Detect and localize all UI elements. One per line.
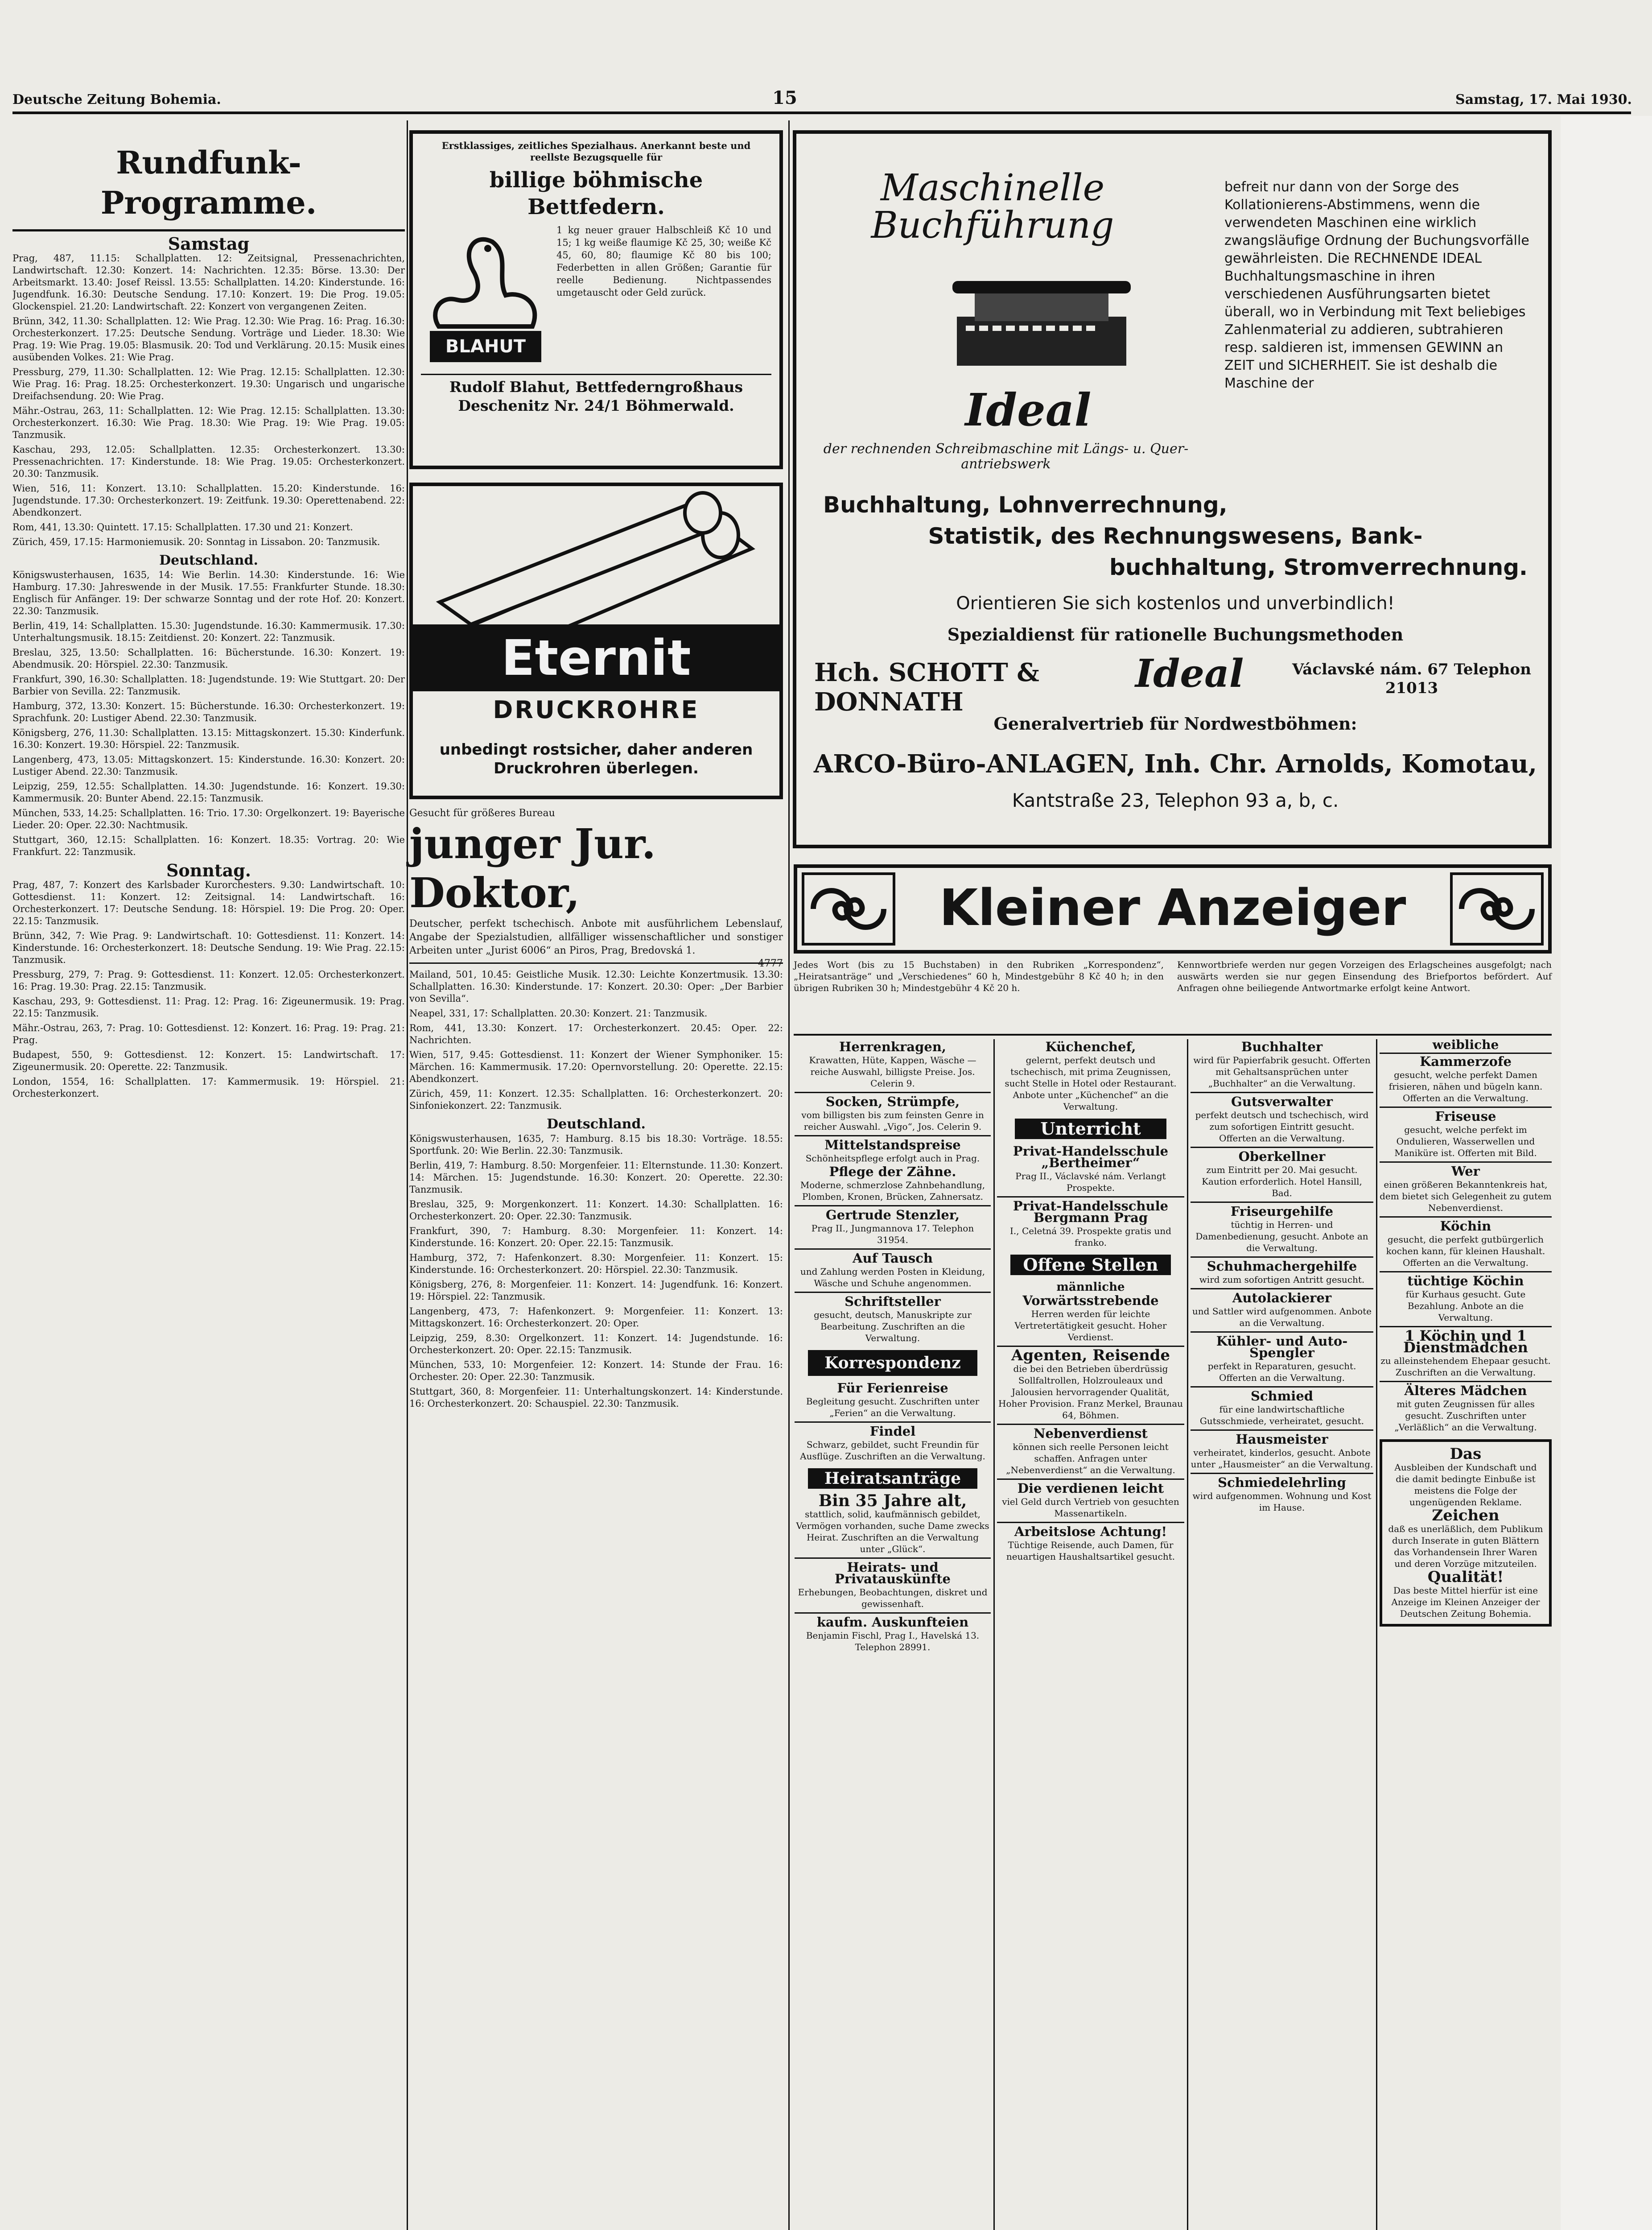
column-rule [1187,1039,1188,2230]
ad-body: gesucht, welche perfekt Damen frisieren, nähen und bügeln kann. Offerten an die Verwaltung. [1388,1070,1543,1103]
program-paragraph: Neapel, 331, 17: Schallplatten. 20.30: Konzert. 21: Tanzmusik. [409,1008,708,1019]
machine-vertrieb: Generalvertrieb für Nordwestböhmen: [993,714,1357,734]
program-paragraph: Königsberg, 276, 8: Morgenfeier. 11: Konzert. 14: Jugendfunk. 16: Konzert. 19: Hörspiel. 22: Tanzmusik. [409,1279,783,1302]
saturday-heading: Samstag [168,234,250,254]
ad-eternit [409,483,783,799]
ad-title: Für Ferienreise [837,1380,948,1396]
ad-title: Autolackierer [1232,1290,1332,1305]
ad-title: tüchtige Köchin [1407,1273,1524,1288]
kleiner-col-2 [997,1039,1184,2230]
program-paragraph: Kaschau, 293, 9: Gottesdienst. 11: Prag. 12: Prag. 16: Zigeunermusik. 19: Prag. 22.15: Tanzmusik. [12,996,405,1019]
ad-title: kaufm. Auskunfteien [816,1615,969,1630]
program-paragraph: Berlin, 419, 7: Hamburg. 8.50: Morgenfeier. 11: Elternstunde. 11.30: Konzert. 14: Märchen. 15: Jugendstunde. 16.30: Konzert. 20: Operette. 22.30: Tanzmusik. [409,1160,783,1195]
ad-body: wird für Papierfabrik gesucht. Offerten mit Gehaltsansprüchen unter „Buchhalter“ an die Verwaltung. [1193,1055,1371,1089]
program-paragraph: Langenberg, 473, 7: Hafenkonzert. 9: Morgenfeier. 11: Konzert. 13: Mittagskonzert. 16: Orchesterkonzert. 20: Oper. [409,1306,783,1329]
ad-body: und Zahlung werden Posten in Kleidung, Wäsche und Schuhe angenommen. [800,1266,985,1288]
machine-arco: ARCO-Büro-ANLAGEN, Inh. Chr. Arnolds, Komotau, [813,749,1537,779]
program-paragraph: Budapest, 550, 9: Gottesdienst. 12: Konzert. 15: Landwirtschaft. 17: Zigeunermusik. 20: Operette. 22: Tanzmusik. [12,1049,405,1072]
machine-spezial: Spezialdienst für rationelle Buchungsmethoden [947,624,1404,644]
das-box [1380,1439,1552,1627]
kleiner-rates: Jedes Wort (bis zu 15 Buchstaben) in den Rubriken „Korrespondenz“, „Heiratsanträge“ und „Verschiedenes“ 60 h, Mindestgebühr 8 Kč 40 h; in den übrigen Rubriken 30 h; Mindestgebühr 4 Kč 20 h. [794,959,1164,993]
ad-bettfedern-top: Erstklassiges, zeitliches Spezialhaus. Anerkannt beste und reellste Bezugsquelle für [441,140,751,163]
ad-body: Prag II., Václavské nám. Verlangt Prospekte. [1015,1171,1166,1193]
eternit-product: DRUCKROHRE [493,696,700,724]
ad-title: Nebenverdienst [1034,1426,1148,1441]
eternit-tagline: unbedingt rostsicher, daher anderen Druckrohren überlegen. [439,741,753,777]
program-paragraph: Stuttgart, 360, 8: Morgenfeier. 11: Unterhaltungskonzert. 14: Kinderstunde. 16: Orchesterkonzert. 20: Schauspiel. 22.30: Tanzmusik. [409,1386,783,1409]
ad-title: Kühler- und Auto-Spengler [1216,1334,1348,1360]
column-rule [993,1039,995,2230]
ad-title: Schmiedelehrling [1218,1475,1346,1490]
program-paragraph: Königsberg, 276, 11.30: Schallplatten. 13.15: Mittagskonzert. 15.30: Kinderfunk. 16.30: Konzert. 19.30: Hörspiel. 22: Tanzmusik. [12,727,405,750]
ad-body: für Kurhaus gesucht. Gute Bezahlung. Anbote an die Verwaltung. [1405,1289,1526,1323]
ad-bettfedern [409,130,783,469]
machine-firm: Hch. SCHOTT & DONNATH [814,658,1039,717]
ad-title: Pflege der Zähne. [829,1164,956,1179]
ad-title: Auf Tausch [853,1251,933,1266]
column-rule [788,120,790,2230]
program-paragraph: Stuttgart, 360, 12.15: Schallplatten. 16: Konzert. 18.35: Vortrag. 20: Wie Frankfurt. 22: Tanzmusik. [12,834,405,857]
program-paragraph: Hamburg, 372, 13.30: Konzert. 15: Bücherstunde. 16.30: Orchesterkonzert. 19: Sprachfunk. 20: Lustiger Abend. 22.30: Tanzmusik. [12,701,405,723]
program-paragraph: Rom, 441, 13.30: Konzert. 17: Orchesterkonzert. 20.45: Oper. 22: Nachrichten. [409,1023,783,1045]
ad-body: Schwarz, gebildet, sucht Freundin für Ausflüge. Zuschriften an die Verwaltung. [800,1439,985,1462]
ad-job-kicker: Gesucht für größeres Bureau [409,808,555,819]
machine-right-text: befreit nur dann von der Sorge des Kollationierens-Abstimmens, wenn die verwendeten Maschinen eine wirklich zwangsläufige Ordnung der Buchungsvorfälle gewährleisten. Die RECHNENDE IDEAL Buchhaltungsmaschine in ihren verschiedenen Ausführungsarten bietet überall, wo in Verbindung mit Text beliebiges Zahlenmaterial zu addieren, subtrahieren resp. saldieren ist, immensen GEWINN an ZEIT und SICHERHEIT. Sie ist deshalb die Maschine der [1224,179,1529,391]
program-paragraph: Wien, 517, 9.45: Gottesdienst. 11: Konzert der Wiener Symphoniker. 15: Märchen. 16: Kammermusik. 17.20: Opernvorstellung. 20: Operette. 22.15: Abendkonzert. [409,1049,783,1084]
spiral-ornament-icon [804,875,893,943]
machine-line2: Statistik, des Rechnungswesens, Bank- [928,523,1423,549]
ad-title: Mittelstandspreise [824,1137,961,1152]
program-paragraph: Zürich, 459, 11: Konzert. 12.35: Schallplatten. 16: Orchesterkonzert. 20: Sinfoniekonzert. 22: Tanzmusik. [409,1088,783,1111]
machine-line1: Buchhaltung, Lohnverrechnung, [823,492,1228,518]
ad-title: Bin 35 Jahre alt, [818,1491,967,1510]
scan-margin [1561,116,1652,2230]
ad-body: tüchtig in Herren- und Damenbedienung, gesucht. Anbote an die Verwaltung. [1195,1219,1368,1253]
kleiner-rates-2: Kennwortbriefe werden nur gegen Vorzeigen des Erlagscheines ausgefolgt; nach auswärts werden sie nur gegen Einsendung des Briefportos befördert. Auf Anfragen ohne beiliegende Antwortmarke erfolgt keine Antwort. [1177,959,1552,993]
ad-body: gesucht, die perfekt gutbürgerlich kochen kann, für kleinen Haushalt. Offerten an die Verwaltung. [1386,1234,1545,1268]
ad-body: Begleitung gesucht. Zuschriften unter „Ferien“ an die Verwaltung. [806,1396,980,1418]
ad-body: zum Eintritt per 20. Mai gesucht. Kaution erforderlich. Hotel Hansill, Bad. [1202,1165,1362,1198]
korrespondenz-heading: Korrespondenz [808,1350,977,1376]
ad-body: die bei den Betrieben überdrüssig Sollfaltrollen, Holzrouleaux und Jalousien hervorragender Qualität, Hoher Provision. Franz Merkel, Braunau 64, Böhmen. [998,1363,1183,1421]
ad-bettfedern-footer: Rudolf Blahut, Bettfederngroßhaus Deschenitz Nr. 24/1 Böhmerwald. [449,378,743,414]
ad-body: zu alleinstehendem Ehepaar gesucht. Zuschriften an die Verwaltung. [1380,1355,1551,1378]
ad-body: Prag II., Jungmannova 17. Telephon 31954. [811,1223,974,1245]
ornament-right [1450,872,1544,946]
machine-kant: Kantstraße 23, Telephon 93 a, b, c. [1012,789,1339,811]
ad-machine [793,130,1552,848]
machine-script-title: Maschinelle Buchführung [871,167,1114,247]
program-paragraph: Kaschau, 293, 12.05: Schallplatten. 12.35: Orchesterkonzert. 13.30: Pressenachrichten. 17: Kinderstunde. 18: Wie Prag. 19.05: Orchesterkonzert. 20.30: Tanzmusik. [12,444,405,479]
kleiner-col-4 [1380,1039,1552,2230]
ad-title: Hausmeister [1236,1432,1328,1447]
ad-title: Schuhmachergehilfe [1207,1259,1357,1274]
program-paragraph: Königswusterhausen, 1635, 7: Hamburg. 8.15 bis 18.30: Vorträge. 18.55: Sportfunk. 20: Wie Berlin. 22.30: Tanzmusik. [409,1133,783,1156]
maennlich-subheading: männliche [1056,1280,1125,1294]
program-paragraph: Pressburg, 279, 7: Prag. 9: Gottesdienst. 11: Konzert. 12.05: Orchesterkonzert. 16: Prag. 19.30: Prag. 22.15: Tanzmusik. [12,969,405,992]
ad-body: können sich reelle Personen leicht schaffen. Anfragen unter „Nebenverdienst“ an die Verwaltung. [1006,1441,1175,1475]
program-paragraph: Rom, 441, 13.30: Quintett. 17.15: Schallplatten. 17.30 und 21: Konzert. [12,522,353,533]
ad-title: Heirats- und Privatauskünfte [835,1560,951,1586]
ad-bettfedern-title: billige böhmische Bettfedern. [489,168,703,219]
ideal-logo-2: Ideal [1135,651,1244,696]
page-number: 15 [772,87,797,108]
program-paragraph: Wien, 516, 11: Konzert. 13.10: Schallplatten. 15.20: Kinderstunde. 16: Jugendstunde. 17.30: Orchesterkonzert. 19: Zeitfunk. 19.30: Operettenabend. 22: Abendkonzert. [12,483,405,518]
program-paragraph: Zürich, 459, 17.15: Harmoniemusik. 20: Sonntag in Lissabon. 20: Tanzmusik. [12,537,380,547]
ad-body: Benjamin Fischl, Prag I., Havelská 13. Telephon 28991. [806,1630,980,1652]
das-title-3: Qualität! [1427,1568,1504,1586]
ad-body: Schönheitspflege erfolgt auch in Prag. [805,1153,980,1164]
das-title: Das [1450,1445,1482,1463]
ad-body: gelernt, perfekt deutsch und tschechisch, mit prima Zeugnissen, sucht Stelle in Hotel oder Restaurant. Anbote unter „Küchenchef“ an die Verwaltung. [1005,1055,1177,1112]
ad-title: Die verdienen leicht [1017,1481,1164,1496]
kleiner-col-3 [1191,1039,1373,2230]
program-middle [409,969,783,2230]
blahut-logo-text: BLAHUT [445,336,526,357]
program-paragraph: Hamburg, 372, 7: Hafenkonzert. 8.30: Morgenfeier. 11: Konzert. 15: Kinderstunde. 16: Orchesterkonzert. 20: Hörspiel. 22.30: Tanzmusik. [409,1252,783,1275]
kleiner-title: Kleiner Anzeiger [939,879,1406,937]
das-body: Ausbleiben der Kundschaft und die damit bedingte Einbuße ist meistens die Folge der ungenügenden Reklame. [1394,1462,1537,1507]
heirat-heading: Heiratsanträge [808,1468,977,1489]
program-paragraph: München, 533, 14.25: Schallplatten. 16: Trio. 17.30: Orgelkonzert. 19: Bayerische Lieder. 20: Oper. 22.30: Nachtmusik. [12,808,405,830]
header-rule [12,112,1631,114]
ad-body: Moderne, schmerzlose Zahnbehandlung, Plomben, Kronen, Brücken, Zahnersatz. [800,1180,985,1202]
ad-body: verheiratet, kinderlos, gesucht. Anbote unter „Hausmeister“ an die Verwaltung. [1191,1447,1373,1470]
program-paragraph: Leipzig, 259, 8.30: Orgelkonzert. 11: Konzert. 14: Jugendstunde. 16: Orchesterkonzert. 20: Oper. 22.15: Tanzmusik. [409,1333,783,1355]
offene-stellen-heading: Offene Stellen [1010,1255,1171,1275]
sunday-heading: Sonntag. [166,860,251,880]
weibliche-subheading: weibliche [1380,1039,1552,1054]
masthead-right: Samstag, 17. Mai 1930. [1455,92,1632,107]
germany-heading-2: Deutschland. [547,1116,646,1132]
section-rule [409,962,783,964]
machine-line3: buchhaltung, Stromverrechnung. [1109,554,1528,580]
machine-illustration [948,263,1135,379]
ad-body: Krawatten, Hüte, Kappen, Wäsche — reiche Auswahl, billigste Preise. Jos. Celerin 9. [809,1055,976,1089]
program-paragraph: Leipzig, 259, 12.55: Schallplatten. 14.30: Jugendstunde. 16: Konzert. 19.30: Kammermusik. 20: Bunter Abend. 22.15: Tanzmusik. [12,781,405,804]
ad-title: Schriftsteller [845,1294,941,1309]
ad-title: Wer [1451,1164,1480,1179]
ad-body: Erhebungen, Beobachtungen, diskret und gewissenhaft. [798,1587,988,1609]
ad-title: Oberkellner [1238,1149,1326,1164]
ideal-logo: Ideal [965,384,1092,436]
swan-logo [421,224,550,371]
ad-bettfedern-body: 1 kg neuer grauer Halbschleiß Kč 10 und 15; 1 kg weiße flaumige Kč 25, 30; weiße Kč 45, 60, 80; flaumige Kč 80 bis 100; Federbetten in allen Größen; Garantie für reelle Bedienung. Nichtpassendes umgetauscht oder Geld zurück. [556,225,771,298]
ad-body: gesucht, deutsch, Manuskripte zur Bearbeitung. Zuschriften an die Verwaltung. [814,1309,972,1343]
das-body-3: Das beste Mittel hierfür ist eine Anzeige im Kleinen Anzeiger der Deutschen Zeitung Bohemia. [1391,1585,1540,1619]
ad-body: gesucht, welche perfekt im Ondulieren, Wasserwellen und Maniküre ist. Offerten mit Bild. [1394,1124,1537,1158]
column-rule [1376,1039,1377,2230]
das-body-2: daß es unerläßlich, dem Publikum durch Inserate in guten Blättern das Vorhandensein Ihrer Waren und deren Vorzüge mitzuteilen. [1388,1524,1543,1569]
ad-title: Küchenchef, [1045,1039,1136,1054]
ad-title: Privat-Handelsschule Bergmann Prag [1013,1198,1169,1225]
ad-body: wird aufgenommen. Wohnung und Kost im Hause. [1192,1491,1372,1513]
program-paragraph: Langenberg, 473, 13.05: Mittagskonzert. 15: Kinderstunde. 16.30: Konzert. 20: Lustiger Abend. 22.30: Tanzmusik. [12,754,405,777]
section-rule [794,1034,1552,1036]
ad-body: für eine landwirtschaftliche Gutsschmiede, verheiratet, gesucht. [1199,1404,1364,1426]
ad-body: stattlich, solid, kaufmännisch gebildet, Vermögen vorhanden, suche Dame zwecks Heirat. Zuschriften an die Verwaltung unter „Glück“. [796,1509,989,1554]
ad-body: mit guten Zeugnissen für alles gesucht. Zuschriften unter „Verläßlich“ an die Verwaltung. [1394,1399,1537,1433]
program-paragraph: Mähr.-Ostrau, 263, 7: Prag. 10: Gottesdienst. 12: Konzert. 16: Prag. 19: Prag. 21: Prag. [12,1023,405,1045]
program-paragraph: Frankfurt, 390, 7: Hamburg. 8.30: Morgenfeier. 11: Konzert. 14: Kinderstunde. 16: Konzert. 20: Oper. 22.15: Tanzmusik. [409,1226,783,1248]
program-paragraph: Prag, 487, 11.15: Schallplatten. 12: Zeitsignal, Pressenachrichten, Landwirtschaft. 12.30: Konzert. 14: Nachrichten. 12.35: Börse. 13.30: Der Arbeitsmarkt. 13.40: Josef Reissl. 13.55: Schallplatten. 14.20: Kinderstunde. 16: Jugendfunk. 16.30: Deutsche Sendung. 17.10: Konzert. 19: Die Prog. 19.05: Glockenspiel. 21.20: Landwirtschaft. 22: Konzert von vergangenen Zeiten. [12,253,405,312]
kleiner-banner [794,864,1552,954]
program-paragraph: Breslau, 325, 9: Morgenkonzert. 11: Konzert. 14.30: Schallplatten. 16: Orchesterkonzert. 20: Oper. 22.30: Tanzmusik. [409,1199,783,1222]
program-paragraph: Brünn, 342, 7: Wie Prag. 9: Landwirtschaft. 10: Gottesdienst. 11: Konzert. 14: Kinderstunde. 16: Orchesterkonzert. 18: Deutsche Sendung. 19: Wie Prag. 22.15: Tanzmusik. [12,930,405,965]
column-rule [407,120,408,2230]
germany-heading: Deutschland. [159,553,258,568]
ad-body: Tüchtige Reisende, auch Damen, für neuartigen Haushaltsartikel gesucht. [1006,1540,1175,1562]
das-title-2: Zeichen [1432,1507,1500,1524]
ad-title: Gertrude Stenzler, [825,1207,960,1222]
ornament-left [802,872,895,946]
ad-title: Herrenkragen, [839,1039,946,1054]
ad-body: wird zum sofortigen Antritt gesucht. [1199,1274,1365,1285]
ad-title: Schmied [1250,1388,1314,1404]
masthead-left: Deutsche Zeitung Bohemia. [12,92,221,107]
eternit-brand: Eternit [413,624,779,691]
ad-job [409,807,783,959]
ideal-subtitle: der rechnenden Schreibmaschine mit Längs- u. Quer-antriebswerk [823,441,1189,472]
ad-job-title: junger Jur. Doktor, [409,820,656,917]
ad-title: Köchin [1440,1218,1491,1234]
ad-body: perfekt deutsch und tschechisch, wird zum sofortigen Eintritt gesucht. Offerten an die Verwaltung. [1195,1110,1369,1144]
radio-column [12,120,405,2230]
machine-orient: Orientieren Sie sich kostenlos und unverbindlich! [956,593,1395,614]
ad-title: Älteres Mädchen [1404,1383,1527,1398]
ad-title: Buchhalter [1241,1039,1323,1054]
program-paragraph: München, 533, 10: Morgenfeier. 12: Konzert. 14: Stunde der Frau. 16: Orchester. 20: Oper. 22.30: Tanzmusik. [409,1359,783,1382]
program-paragraph: London, 1554, 16: Schallplatten. 17: Kammermusik. 19: Hörspiel. 21: Orchesterkonzert. [12,1076,405,1099]
ad-title: Gutsverwalter [1231,1094,1333,1109]
ad-title: Kammerzofe [1420,1054,1512,1069]
kleiner-col-1 [795,1039,991,2230]
ad-title: Friseuse [1435,1109,1496,1124]
ad-title: Agenten, Reisende [1011,1346,1170,1364]
machine-address: Václavské nám. 67 Telephon 21013 [1292,661,1531,697]
ad-body: einen größeren Bekanntenkreis hat, dem bietet sich Gelegenheit zu gutem Nebenverdienst. [1380,1179,1552,1213]
ad-body: vom billigsten bis zum feinsten Genre in reicher Auswahl. „Vigo“, Jos. Celerin 9. [801,1110,984,1132]
program-paragraph: Mähr.-Ostrau, 263, 11: Schallplatten. 12: Wie Prag. 12.15: Schallplatten. 13.30: Orchesterkonzert. 16.30: Wie Prag. 18.30: Wie Prag. 19: Wie Prag. 19.05: Tanzmusik. [12,405,405,440]
ad-body: Herren werden für leichte Vertretertätigkeit gesucht. Hoher Verdienst. [1014,1309,1167,1342]
spiral-ornament-icon [1453,875,1541,943]
program-paragraph: Breslau, 325, 13.50: Schallplatten. 16: Bücherstunde. 16.30: Konzert. 19: Abendmusik. 20: Hörspiel. 22.30: Tanzmusik. [12,647,405,670]
ad-title: Findel [869,1424,916,1439]
ad-title: Vorwärtsstrebende [1022,1293,1159,1308]
unterricht-heading: Unterricht [1015,1119,1166,1139]
program-paragraph: Berlin, 419, 14: Schallplatten. 15.30: Jugendstunde. 16.30: Kammermusik. 17.30: Unterhaltungsmusik. 18.15: Zeitdienst. 20: Konzert. 22: Tanzmusik. [12,620,405,643]
ad-title: Socken, Strümpfe, [825,1094,960,1109]
program-paragraph: Prag, 487, 7: Konzert des Karlsbader Kurorchesters. 9.30: Landwirtschaft. 10: Gottesdienst. 11: Konzert. 12: Zeitsignal. 14: Landwirtschaft. 16: Orchesterkonzert. 17: Deutsche Sendung. 18: Hörspiel. 19: Die Prog. 20: Oper. 22.15: Tanzmusik. [12,880,405,926]
ad-title: Arbeitslose Achtung! [1014,1524,1167,1539]
ad-job-body: Deutscher, perfekt tschechisch. Anbote mit ausführlichem Lebenslauf, Angabe der Spezialstudien, allfälliger wissenschaftlicher und sonstiger Arbeiten unter „Jurist 6006“ an Piros, Prag, Bredovská 1. [409,918,783,956]
ad-body: I., Celetná 39. Prospekte gratis und franko. [1010,1226,1171,1248]
program-paragraph: Brünn, 342, 11.30: Schallplatten. 12: Wie Prag. 12.30: Wie Prag. 16: Prag. 16.30: Orchesterkonzert. 17.25: Deutsche Sendung. Vorträge und Lieder. 18.30: Wie Prag. 19: Wie Prag. 19.05: Blasmusik. 20: Tod und Verklärung. 20.15: Musik eines ausübenden Volkes. 21: Wie Prag. [12,316,405,363]
program-paragraph: Frankfurt, 390, 16.30: Schallplatten. 18: Jugendstunde. 19: Wie Stuttgart. 20: Der Barbier von Sevilla. 22: Tanzmusik. [12,674,405,697]
ad-body: und Sattler wird aufgenommen. Anbote an die Verwaltung. [1192,1306,1372,1328]
ad-body: perfekt in Reparaturen, gesucht. Offerten an die Verwaltung. [1207,1361,1356,1383]
ad-title: 1 Köchin und 1 Dienstmädchen [1403,1327,1528,1356]
program-paragraph: Königswusterhausen, 1635, 14: Wie Berlin. 14.30: Kinderstunde. 16: Wie Hamburg. 17.30: Jahreswende in der Musik. 17.55: Frankfurter Stunde. 18.30: Englisch für Anfänger. 19: Der schwarze Sonntag und der rote Hof. 20: Konzert. 22.30: Tanzmusik. [12,570,405,616]
ad-body: viel Geld durch Vertrieb von gesuchten Massenartikeln. [1002,1496,1179,1519]
radio-title: Rundfunk-Programme. [100,144,317,221]
ad-title: Friseurgehilfe [1230,1204,1334,1219]
ad-title: Privat-Handelsschule „Bertheimer“ [1013,1144,1169,1170]
program-paragraph: Pressburg, 279, 11.30: Schallplatten. 12: Wie Prag. 12.15: Schallplatten. 12.30: Wie Prag. 16: Prag. 18.25: Orchesterkonzert. 19.30: Ungarisch und ungarische Dreifachsendung. 20: Wie Prag. [12,367,405,401]
program-paragraph: Mailand, 501, 10.45: Geistliche Musik. 12.30: Leichte Konzertmusik. 13.30: Schallplatten. 16.30: Kinderstunde. 17: Konzert. 20.30: Oper: „Der Barbier von Sevilla“. [409,969,783,1004]
